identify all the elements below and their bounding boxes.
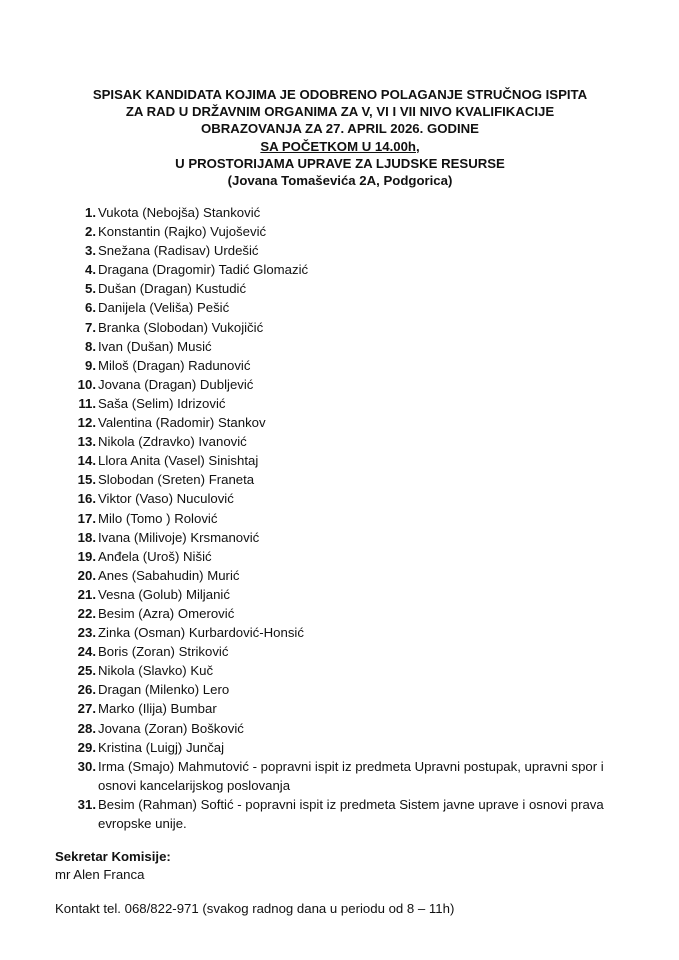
candidate-name: Ivan (Dušan) Musić bbox=[98, 338, 212, 354]
list-item bbox=[74, 757, 634, 795]
list-item bbox=[74, 203, 634, 222]
list-item bbox=[74, 566, 634, 585]
candidate-name: Vesna (Golub) Miljanić bbox=[98, 586, 230, 602]
candidate-name: Dragan (Milenko) Lero bbox=[98, 682, 230, 698]
candidate-name: Vukota (Nebojša) Stanković bbox=[98, 205, 261, 220]
list-item bbox=[74, 738, 634, 757]
candidate-name: Slobodan (Sreten) Franeta bbox=[98, 472, 255, 488]
list-item bbox=[74, 642, 634, 661]
item-number: 20. bbox=[77, 567, 96, 583]
candidate-name: Saša (Selim) Idrizović bbox=[98, 395, 226, 411]
item-number: 27. bbox=[77, 701, 96, 717]
item-number: 30. bbox=[77, 758, 96, 774]
candidate-name: Irma (Smajo) Mahmutović - popravni ispit iz predmeta Upravni postupak, upravni spor i osnovi kancelarijskog poslovanja bbox=[98, 758, 604, 793]
item-number: 23. bbox=[77, 625, 96, 641]
list-item bbox=[74, 680, 634, 699]
contact-info: Kontakt tel. 068/822-971 (svakog radnog dana u periodu od 8 – 11h) bbox=[55, 901, 455, 916]
document-header bbox=[40, 86, 640, 189]
item-number: 4. bbox=[85, 262, 96, 278]
header-line-2: ZA RAD U DRŽAVNIM ORGANIMA ZA V, VI I VII NIVO KVALIFIKACIJE bbox=[125, 104, 555, 120]
candidate-name: Konstantin (Rajko) Vujošević bbox=[98, 224, 267, 240]
candidate-name: Kristina (Luigj) Junčaj bbox=[98, 739, 225, 755]
item-number: 19. bbox=[77, 548, 96, 564]
item-number: 17. bbox=[77, 510, 96, 526]
item-number: 31. bbox=[77, 796, 96, 812]
candidate-name: Besim (Azra) Omerović bbox=[98, 605, 235, 621]
list-item bbox=[74, 699, 634, 718]
item-number: 21. bbox=[77, 586, 96, 602]
candidate-name: Anđela (Uroš) Nišić bbox=[98, 548, 212, 564]
list-item bbox=[74, 222, 634, 241]
list-item bbox=[74, 719, 634, 738]
list-item bbox=[74, 413, 634, 432]
list-item bbox=[74, 375, 634, 394]
list-item bbox=[74, 241, 634, 260]
item-number: 26. bbox=[77, 682, 96, 698]
item-number: 1. bbox=[85, 205, 96, 220]
candidate-name: Nikola (Zdravko) Ivanović bbox=[98, 434, 247, 450]
item-number: 9. bbox=[85, 357, 96, 373]
list-item bbox=[74, 432, 634, 451]
candidate-name: Besim (Rahman) Softić - popravni ispit iz predmeta Sistem javne uprave i osnovi prava evropske unije. bbox=[98, 796, 604, 831]
header-start-time: SA POČETKOM U 14.00h, bbox=[260, 138, 420, 154]
list-item bbox=[74, 604, 634, 623]
item-number: 13. bbox=[77, 434, 96, 450]
candidate-name: Dušan (Dragan) Kustudić bbox=[98, 281, 247, 297]
candidate-name: Jovana (Dragan) Dubljević bbox=[98, 376, 254, 392]
item-number: 3. bbox=[85, 243, 96, 259]
candidate-name: Anes (Sabahudin) Murić bbox=[98, 567, 240, 583]
candidate-name: Nikola (Slavko) Kuč bbox=[98, 663, 214, 679]
candidate-name: Viktor (Vaso) Nuculović bbox=[98, 491, 234, 507]
candidate-name: Marko (Ilija) Bumbar bbox=[98, 701, 217, 717]
signature-name: mr Alen Franca bbox=[55, 867, 145, 882]
candidate-name: Danijela (Veliša) Pešić bbox=[98, 300, 230, 316]
list-item bbox=[74, 356, 634, 375]
item-number: 25. bbox=[77, 663, 96, 679]
candidate-name: Ivana (Milivoje) Krsmanović bbox=[98, 529, 260, 545]
list-item bbox=[74, 337, 634, 356]
header-line-5: U PROSTORIJAMA UPRAVE ZA LJUDSKE RESURSE bbox=[175, 155, 505, 171]
list-item bbox=[74, 489, 634, 508]
candidate-name: Valentina (Radomir) Stankov bbox=[98, 415, 266, 431]
item-number: 5. bbox=[85, 281, 96, 297]
item-number: 24. bbox=[77, 644, 96, 660]
candidate-name: Boris (Zoran) Striković bbox=[98, 644, 229, 660]
header-line-1: SPISAK KANDIDATA KOJIMA JE ODOBRENO POLAGANJE STRUČNOG ISPITA bbox=[92, 87, 588, 102]
candidate-name: Zinka (Osman) Kurbardović-Honsić bbox=[98, 625, 304, 641]
list-item bbox=[74, 260, 634, 279]
candidate-name: Milo (Tomo ) Rolović bbox=[98, 510, 218, 526]
item-number: 29. bbox=[77, 739, 96, 755]
list-item bbox=[74, 528, 634, 547]
list-item bbox=[74, 547, 634, 566]
list-item bbox=[74, 279, 634, 298]
item-number: 7. bbox=[85, 319, 96, 335]
candidate-name: Dragana (Dragomir) Tadić Glomazić bbox=[98, 262, 309, 278]
candidate-name: Llora Anita (Vasel) Sinishtaj bbox=[98, 453, 259, 469]
item-number: 11. bbox=[78, 395, 96, 411]
list-item bbox=[74, 585, 634, 604]
header-address: (Jovana Tomaševića 2A, Podgorica) bbox=[227, 173, 453, 189]
candidate-name: Snežana (Radisav) Urdešić bbox=[98, 243, 259, 259]
candidate-name: Branka (Slobodan) Vukojičić bbox=[98, 319, 264, 335]
list-item bbox=[74, 509, 634, 528]
item-number: 15. bbox=[77, 472, 96, 488]
item-number: 18. bbox=[77, 529, 96, 545]
item-number: 14. bbox=[77, 453, 96, 469]
item-number: 16. bbox=[77, 491, 96, 507]
candidate-list bbox=[74, 203, 634, 833]
signature-title: Sekretar Komisije: bbox=[55, 849, 171, 864]
list-item bbox=[74, 318, 634, 337]
item-number: 6. bbox=[85, 300, 96, 316]
item-number: 22. bbox=[77, 605, 96, 621]
item-number: 28. bbox=[77, 720, 96, 736]
item-number: 8. bbox=[85, 338, 96, 354]
list-item bbox=[74, 623, 634, 642]
candidate-name: Miloš (Dragan) Radunović bbox=[98, 357, 251, 373]
list-item bbox=[74, 661, 634, 680]
item-number: 12. bbox=[77, 415, 96, 431]
candidate-name: Jovana (Zoran) Bošković bbox=[98, 720, 244, 736]
list-item bbox=[74, 470, 634, 489]
list-item bbox=[74, 795, 634, 833]
item-number: 10. bbox=[77, 376, 96, 392]
item-number: 2. bbox=[85, 224, 96, 240]
header-line-3: OBRAZOVANJA ZA 27. APRIL 2026. GODINE bbox=[201, 121, 479, 137]
list-item bbox=[74, 451, 634, 470]
list-item bbox=[74, 394, 634, 413]
list-item bbox=[74, 298, 634, 317]
